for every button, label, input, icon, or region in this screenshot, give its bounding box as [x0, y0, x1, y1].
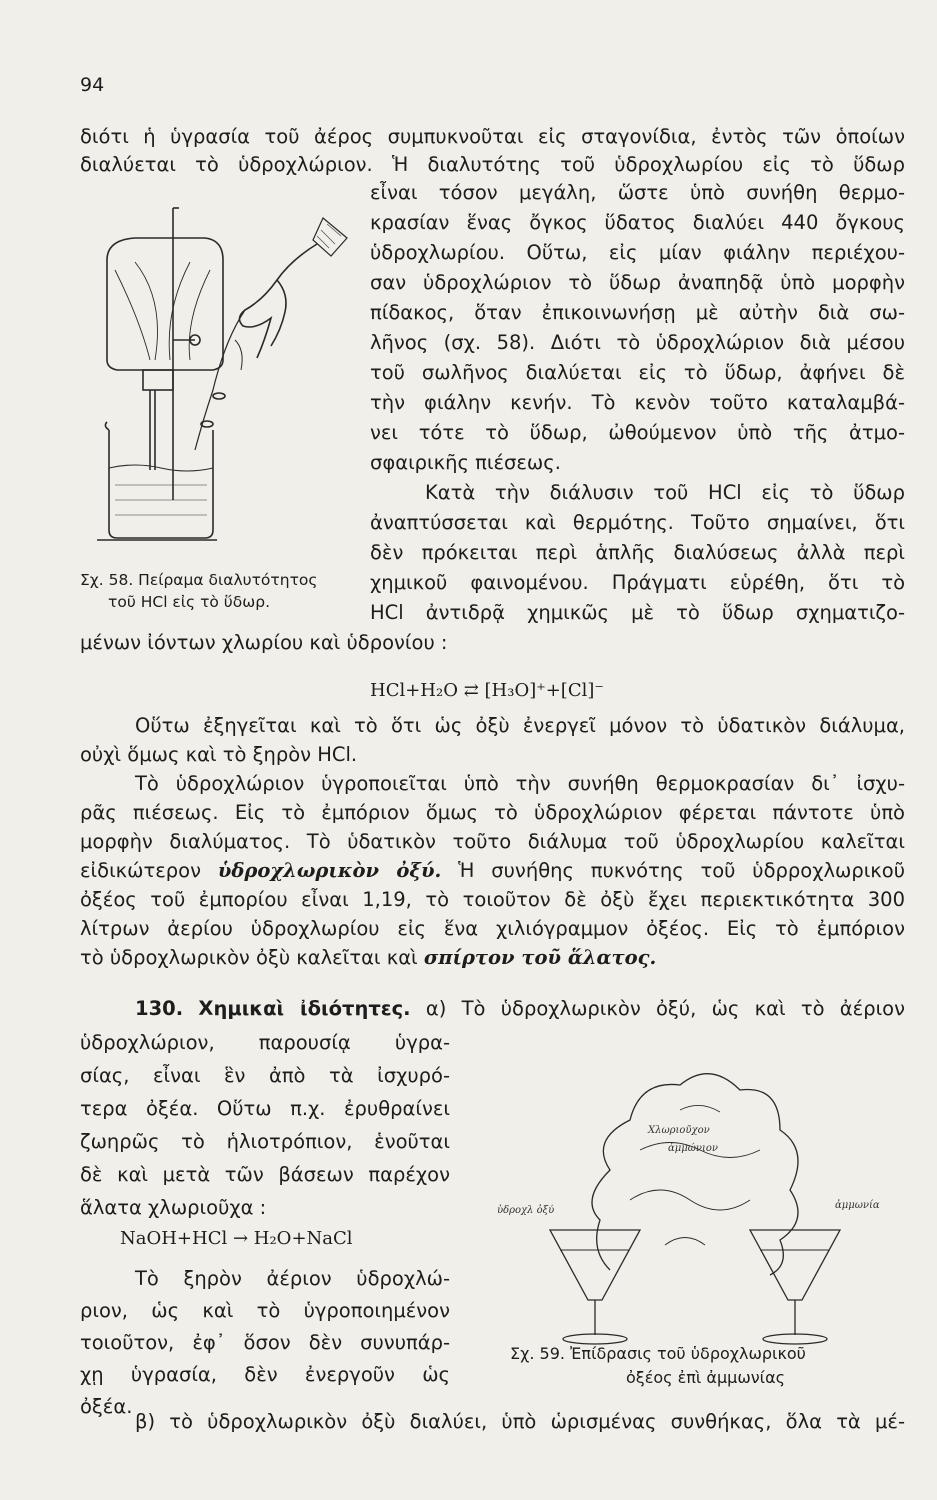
text-line: τὴν φιάλην κενήν. Τὸ κενὸν τοῦτο καταλαμβά-: [370, 391, 905, 414]
text-line: β) τὸ ὑδροχλωρικὸν ὀξὺ διαλύει, ὑπὸ ὡρισμένας συνθήκας, ὅλα τὰ μέ-: [135, 1410, 905, 1433]
figure-59-label: Χλωριοῦχον: [648, 1125, 710, 1136]
text-line: τερα ὀξέα. Οὕτω π.χ. ἐρυθραίνει: [80, 1097, 450, 1120]
text-line: ὑδροχλώριον, παρουσίᾳ ὑγρα-: [80, 1031, 450, 1054]
text-line: χῃ ὑγρασία, δὲν ἐνεργοῦν ὡς: [80, 1363, 450, 1386]
text-line: [80, 858, 905, 884]
figure-58-apparatus: [95, 200, 355, 565]
text-line: λῆνος (σχ. 58). Διότι τὸ ὑδροχλώριον διὰ μέσου: [370, 331, 905, 354]
figure-58-caption: Σχ. 58. Πείραμα διαλυτότητος: [80, 571, 318, 589]
text-line: δὲ καὶ μετὰ τῶν βάσεων παρέχον: [80, 1163, 450, 1186]
text-line: τοιοῦτον, ἐφ᾿ ὅσον δὲν συνυπάρ-: [80, 1331, 450, 1354]
text-line: διότι ἡ ὑγρασία τοῦ ἀέρος συμπυκνοῦται εἰς σταγονίδια, ἐντὸς τῶν ὁποίων: [80, 125, 905, 148]
text-line: δὲν πρόκειται περὶ ἁπλῆς διαλύσεως ἀλλὰ περὶ: [370, 541, 905, 564]
page-number: 94: [80, 74, 105, 96]
text-line: νει τότε τὸ ὕδωρ, ὠθούμενον ὑπὸ τῆς ἀτμο-: [370, 421, 905, 444]
text-line: ζωηρῶς τὸ ἡλιοτρόπιον, ἑνοῦται: [80, 1130, 450, 1153]
section-heading-line: [135, 996, 905, 1022]
text-line: ἅλατα χλωριοῦχα :: [80, 1196, 267, 1219]
figure-59-caption: ὀξέος ἐπὶ ἀμμωνίας: [626, 1368, 785, 1387]
text-line: μένων ἰόντων χλωρίου καὶ ὑδρονίου :: [80, 631, 448, 654]
text-line: ὀξέα.: [80, 1395, 133, 1418]
text-line: λίτρων ἀερίου ὑδροχλωρίου εἰς ἕνα χιλιόγραμμον ὀξέος. Εἰς τὸ ἐμπόριον: [80, 917, 905, 940]
text-line: Κατὰ τὴν διάλυσιν τοῦ HCl εἰς τὸ ὕδωρ: [425, 481, 905, 504]
figure-59-label: ὑδροχλ ὀξύ: [497, 1205, 555, 1216]
text-line: ρᾶς πιέσεως. Εἰς τὸ ἐμπόριον ὅμως τὸ ὑδροχλώριον φέρεται πάντοτε ὑπὸ: [80, 801, 905, 824]
section-title: Χημικαὶ ἰδιότητες.: [198, 997, 411, 1020]
equation-neutralization: NaOH+HCl → H₂O+NaCl: [120, 1228, 353, 1249]
text-line: ὀξέος τοῦ ἐμπορίου εἶναι 1,19, τὸ τοιοῦτον δὲ ὀξὺ ἔχει περιεκτικότητα 300: [80, 888, 905, 911]
text-line: HCl ἀντιδρᾷ χημικῶς μὲ τὸ ὕδωρ σχηματιζο-: [370, 601, 905, 624]
text-line: Τὸ ὑδροχλώριον ὑγροποιεῖται ὑπὸ τὴν συνήθη θερμοκρασίαν δι᾿ ἰσχυ-: [135, 772, 905, 795]
text-line: χημικοῦ φαινομένου. Πράγματι εὑρέθη, ὅτι τὸ: [370, 571, 905, 594]
text-fragment: τὸ ὑδροχλωρικὸν ὀξὺ καλεῖται καὶ: [80, 946, 418, 969]
equation-ionization: HCl+H₂O ⇄ [H₃O]⁺+[Cl]⁻: [370, 680, 604, 701]
section-number: 130.: [135, 997, 184, 1020]
text-line: σίας, εἶναι ἓν ἀπὸ τὰ ἰσχυρό-: [80, 1064, 450, 1087]
figure-59-caption: Σχ. 59. Ἐπίδρασις τοῦ ὑδροχλωρικοῦ: [510, 1344, 806, 1363]
text-line: πίδακος, ὅταν ἐπικοινωνήσῃ μὲ αὐτὴν διὰ σω-: [370, 301, 905, 324]
text-line: [80, 945, 656, 971]
text-line: κρασίαν ἕνας ὄγκος ὕδατος διαλύει 440 ὄγκους: [370, 211, 905, 234]
text-line: ριον, ὡς καὶ τὸ ὑγροποιημένον: [80, 1299, 450, 1322]
text-line: σαν ὑδροχλώριον τὸ ὕδωρ ἀναπηδᾷ ὑπὸ μορφὴν: [370, 271, 905, 294]
text-line: Τὸ ξηρὸν ἀέριον ὑδροχλώ-: [135, 1267, 450, 1290]
text-line: τοῦ σωλῆνος διαλύεται εἰς τὸ ὕδωρ, ἀφήνει δὲ: [370, 361, 905, 384]
text-line: εἶναι τόσον μεγάλη, ὥστε ὑπὸ συνήθη θερμο-: [370, 181, 905, 204]
text-fragment: Ἡ συνήθης πυκνότης τοῦ ὑδρροχλωρικοῦ: [458, 859, 906, 882]
figure-59-label: ἀμμώνιον: [668, 1143, 719, 1154]
text-line: ἀναπτύσσεται καὶ θερμότης. Τοῦτο σημαίνει, ὅτι: [370, 511, 905, 534]
text-line: οὐχὶ ὅμως καὶ τὸ ξηρὸν HCl.: [80, 743, 358, 766]
text-line: διαλύεται τὸ ὑδροχλώριον. Ἡ διαλυτότης τοῦ ὑδροχλωρίου εἰς τὸ ὕδωρ: [80, 153, 905, 176]
term-hydrochloric-acid: ὑδροχλωρικὸν ὀξύ.: [217, 859, 442, 882]
figure-59-label: ἀμμωνία: [835, 1200, 880, 1211]
text-fragment: εἰδικώτερον: [80, 859, 201, 882]
figure-58-caption: τοῦ HCl εἰς τὸ ὕδωρ.: [108, 593, 271, 611]
text-fragment: α) Τὸ ὑδροχλωρικὸν ὀξύ, ὡς καὶ τὸ ἀέριον: [425, 997, 906, 1020]
text-line: μορφὴν διαλύματος. Τὸ ὑδατικὸν τοῦτο διάλυμα τοῦ ὑδροχλωρίου καλεῖται: [80, 830, 905, 853]
text-line: ὑδροχλωρίου. Οὕτω, εἰς μίαν φιάλην περιέχου-: [370, 241, 905, 264]
term-spirit-of-salt: σπίρτον τοῦ ἅλατος.: [423, 946, 657, 969]
text-line: σφαιρικῆς πιέσεως.: [370, 451, 561, 474]
text-line: Οὕτω ἐξηγεῖται καὶ τὸ ὅτι ὡς ὀξὺ ἐνεργεῖ μόνον τὸ ὑδατικὸν διάλυμα,: [135, 714, 905, 737]
